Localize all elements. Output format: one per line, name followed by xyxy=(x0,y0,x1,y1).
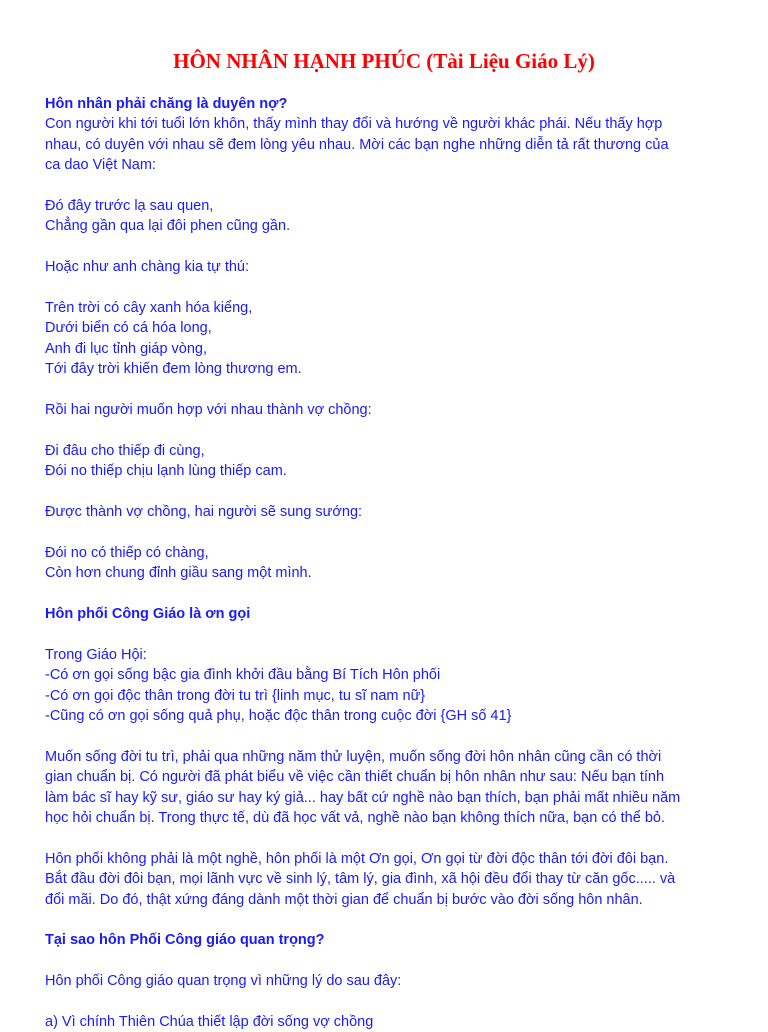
paragraph-line: nhau, có duyên với nhau sẽ đem lòng yêu nhau. Mời các bạn nghe những diễn tả rất thương của xyxy=(45,136,669,153)
verse-line: Chẳng gần qua lại đôi phen cũng gần. xyxy=(45,218,291,235)
verse-line: Đói no thiếp chịu lạnh lùng thiếp cam. xyxy=(45,463,287,480)
paragraph-line: Bắt đầu đời đôi bạn, mọi lãnh vực về sinh lý, tâm lý, gia đình, xã hội đều đổi thay từ căn gốc..... và xyxy=(45,871,676,888)
verse-line: Dưới biển có cá hóa long, xyxy=(45,320,212,337)
verse-line: Đói no có thiếp có chàng, xyxy=(45,544,209,561)
list-item: -Cũng có ơn gọi sống quả phụ, hoặc độc thân trong cuộc đời {GH số 41} xyxy=(45,708,512,725)
paragraph-line: Con người khi tới tuổi lớn khôn, thấy mình thay đổi và hướng về người khác phái. Nếu thấy hợp xyxy=(45,116,663,133)
verse-line: Anh đi lục tỉnh giáp vòng, xyxy=(45,340,208,357)
section-heading: Hôn nhân phải chăng là duyên nợ? xyxy=(45,96,288,112)
paragraph-line: Được thành vợ chồng, hai người sẽ sung sướng: xyxy=(45,504,363,521)
list-item: -Có ơn gọi độc thân trong đời tu trì {linh mục, tu sĩ nam nữ} xyxy=(45,687,426,704)
document-body xyxy=(45,94,735,1032)
verse-line: Tới đây trời khiến đem lòng thương em. xyxy=(45,361,302,378)
section-heading: Tại sao hôn Phối Công giáo quan trọng? xyxy=(45,932,325,949)
paragraph-line: Hôn phối Công giáo quan trọng vì những lý do sau đây: xyxy=(45,973,402,990)
list-item: -Có ơn gọi sống bậc gia đình khởi đầu bằng Bí Tích Hôn phối xyxy=(45,667,441,684)
paragraph-line: Muốn sống đời tu trì, phải qua những năm thử luyện, muốn sống đời hôn nhân cũng cần có thời xyxy=(45,748,662,765)
paragraph-line: Rồi hai người muốn hợp với nhau thành vợ chồng: xyxy=(45,402,372,419)
paragraph-line: làm bác sĩ hay kỹ sư, giáo sư hay ký giả... hay bất cứ nghề nào bạn thích, bạn phải mất nhiều năm xyxy=(45,789,681,806)
paragraph-line: Hoặc như anh chàng kia tự thú: xyxy=(45,259,250,276)
section-heading: Hôn phối Công Giáo là ơn gọi xyxy=(45,606,251,623)
paragraph-line: Hôn phối không phải là một nghề, hôn phối là một Ơn gọi, Ơn gọi từ đời độc thân tới đời đôi bạn. xyxy=(45,850,669,867)
paragraph-line: Trong Giáo Hội: xyxy=(45,646,147,663)
document-title: HÔN NHÂN HẠNH PHÚC (Tài Liệu Giáo Lý) xyxy=(173,49,595,73)
paragraph-line: a) Vì chính Thiên Chúa thiết lập đời sống vợ chồng xyxy=(45,1014,374,1031)
verse-line: Còn hơn chung đỉnh giầu sang một mình. xyxy=(45,565,312,582)
verse-line: Đi đâu cho thiếp đi cùng, xyxy=(45,442,205,459)
paragraph-line: học hỏi chuẩn bị. Trong thực tế, dù đã học vất vả, nghề nào bạn không thích nữa, bạn có thể bỏ. xyxy=(45,810,665,827)
verse-line: Đó đây trước lạ sau quen, xyxy=(45,198,214,215)
paragraph-line: gian chuẩn bị. Có người đã phát biểu về việc cần thiết chuẩn bị hôn nhân như sau: Nếu bạn tính xyxy=(45,769,665,786)
paragraph-line: đổi mãi. Do đó, thật xứng đáng dành một thời gian để chuẩn bị bước vào đời sống hôn nhân. xyxy=(45,891,643,908)
verse-line: Trên trời có cây xanh hóa kiểng, xyxy=(45,300,253,317)
paragraph-line: ca dao Việt Nam: xyxy=(45,157,156,174)
